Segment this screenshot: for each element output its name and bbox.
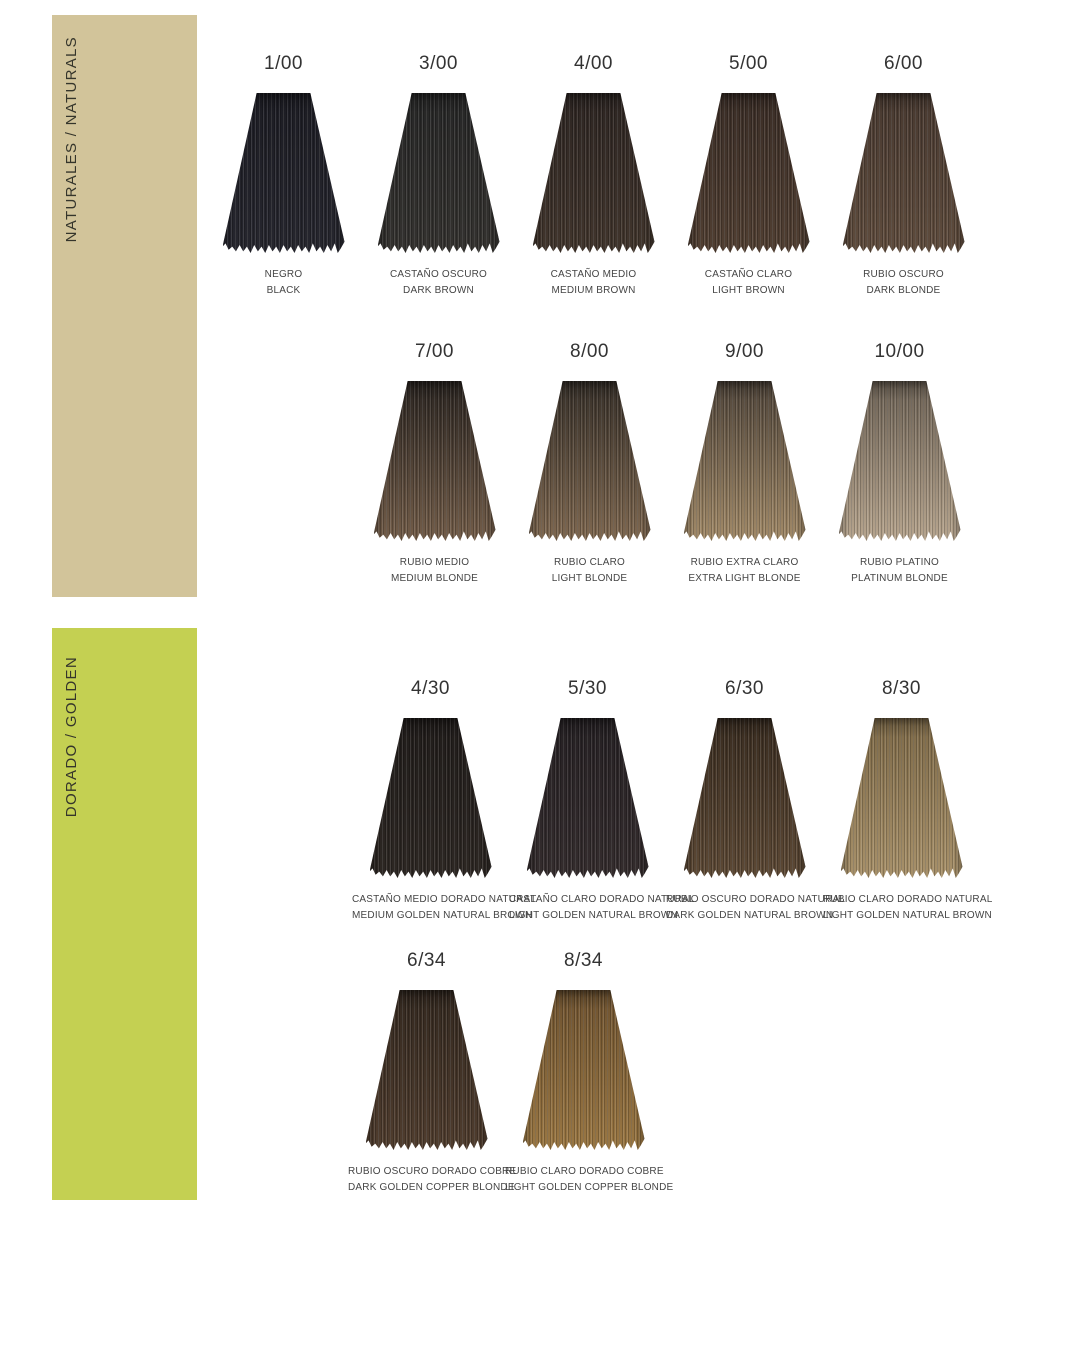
swatch-code: 8/00: [570, 341, 609, 362]
hair-swatch: [529, 381, 651, 541]
swatch-name-es: RUBIO EXTRA CLARO: [690, 557, 799, 568]
hair-swatch: [843, 93, 965, 253]
swatch-card: [666, 678, 846, 923]
swatch-card: [206, 53, 361, 298]
swatch-code: 7/00: [415, 341, 454, 362]
swatch-card: [352, 678, 537, 923]
swatch-name-en: DARK BLONDE: [866, 284, 941, 296]
swatch-name-en: MEDIUM BLONDE: [390, 572, 479, 584]
swatch-code: 6/00: [884, 53, 923, 74]
swatch-code: 8/30: [882, 678, 921, 699]
swatch-code: 5/00: [729, 53, 768, 74]
swatch-code: 4/00: [574, 53, 613, 74]
hair-swatch: [374, 381, 496, 541]
swatch-name-es: CASTAÑO MEDIO DORADO NATURAL: [352, 894, 537, 905]
swatch-name-es: CASTAÑO MEDIO: [550, 269, 637, 280]
swatch-name-es: RUBIO PLATINO: [859, 557, 940, 568]
swatch-name-es: RUBIO OSCURO DORADO COBRE: [348, 1166, 517, 1177]
swatch-name-en: PLATINUM BLONDE: [851, 572, 948, 584]
swatch-code: 8/34: [564, 950, 603, 971]
swatch-name-es: RUBIO CLARO: [553, 557, 626, 568]
hair-swatch: [527, 718, 649, 878]
hair-swatch: [370, 718, 492, 878]
swatch-card: [348, 950, 517, 1195]
swatch-card: [509, 678, 695, 923]
swatch-row: [352, 678, 993, 923]
swatch-code: 10/00: [874, 341, 925, 362]
swatch-name-en: DARK BROWN: [403, 284, 474, 296]
swatch-name-en: DARK GOLDEN COPPER BLONDE: [348, 1181, 515, 1193]
swatch-name-es: CASTAÑO CLARO DORADO NATURAL: [509, 894, 695, 905]
swatch-name-en: LIGHT GOLDEN NATURAL BROWN: [823, 909, 992, 921]
swatch-code: 1/00: [264, 53, 303, 74]
swatch-name-es: RUBIO OSCURO: [863, 269, 944, 280]
swatch-card: [505, 950, 674, 1195]
hair-swatch: [688, 93, 810, 253]
swatch-card: [512, 341, 667, 586]
swatch-name-en: LIGHT GOLDEN NATURAL BROWN: [509, 909, 678, 921]
section-label-golden: DORADO / GOLDEN: [63, 656, 80, 818]
swatch-name-es: NEGRO: [264, 269, 303, 280]
swatch-card: [823, 678, 993, 923]
section-band-golden: [52, 628, 197, 1200]
swatch-code: 6/34: [407, 950, 446, 971]
swatch-code: 3/00: [419, 53, 458, 74]
swatch-code: 4/30: [411, 678, 450, 699]
hair-swatch: [378, 93, 500, 253]
swatch-name-en: LIGHT BROWN: [712, 284, 785, 296]
swatch-card: [667, 341, 822, 586]
hair-swatch: [223, 93, 345, 253]
swatch-card: [357, 341, 512, 586]
swatch-card: [671, 53, 826, 298]
hair-swatch: [533, 93, 655, 253]
swatch-name-es: RUBIO MEDIO: [399, 557, 470, 568]
swatch-name-en: EXTRA LIGHT BLONDE: [688, 572, 801, 584]
hair-swatch: [684, 718, 806, 878]
swatch-name-en: BLACK: [266, 284, 301, 296]
swatch-card: [361, 53, 516, 298]
swatch-card: [822, 341, 977, 586]
swatch-name-es: RUBIO CLARO DORADO COBRE: [505, 1166, 664, 1177]
swatch-name-es: RUBIO OSCURO DORADO NATURAL: [666, 894, 846, 905]
hair-swatch: [523, 990, 645, 1150]
swatch-name-en: MEDIUM BROWN: [551, 284, 636, 296]
swatch-row: [348, 950, 674, 1195]
swatch-card: [826, 53, 981, 298]
hair-swatch: [841, 718, 963, 878]
swatch-name-en: DARK GOLDEN NATURAL BROWN: [666, 909, 834, 921]
swatch-row: [206, 53, 981, 298]
section-band-naturals: [52, 15, 197, 597]
section-label-naturals: NATURALES / NATURALS: [63, 36, 80, 243]
swatch-row: [357, 341, 977, 586]
swatch-name-en: LIGHT GOLDEN COPPER BLONDE: [505, 1181, 674, 1193]
swatch-code: 6/30: [725, 678, 764, 699]
swatch-name-es: CASTAÑO OSCURO: [389, 269, 488, 280]
swatch-code: 5/30: [568, 678, 607, 699]
hair-swatch: [839, 381, 961, 541]
hair-swatch: [684, 381, 806, 541]
swatch-name-es: RUBIO CLARO DORADO NATURAL: [823, 894, 993, 905]
swatch-name-es: CASTAÑO CLARO: [704, 269, 793, 280]
swatch-name-en: MEDIUM GOLDEN NATURAL BROWN: [352, 909, 533, 921]
swatch-name-en: LIGHT BLONDE: [551, 572, 628, 584]
swatch-card: [516, 53, 671, 298]
swatch-code: 9/00: [725, 341, 764, 362]
hair-swatch: [366, 990, 488, 1150]
